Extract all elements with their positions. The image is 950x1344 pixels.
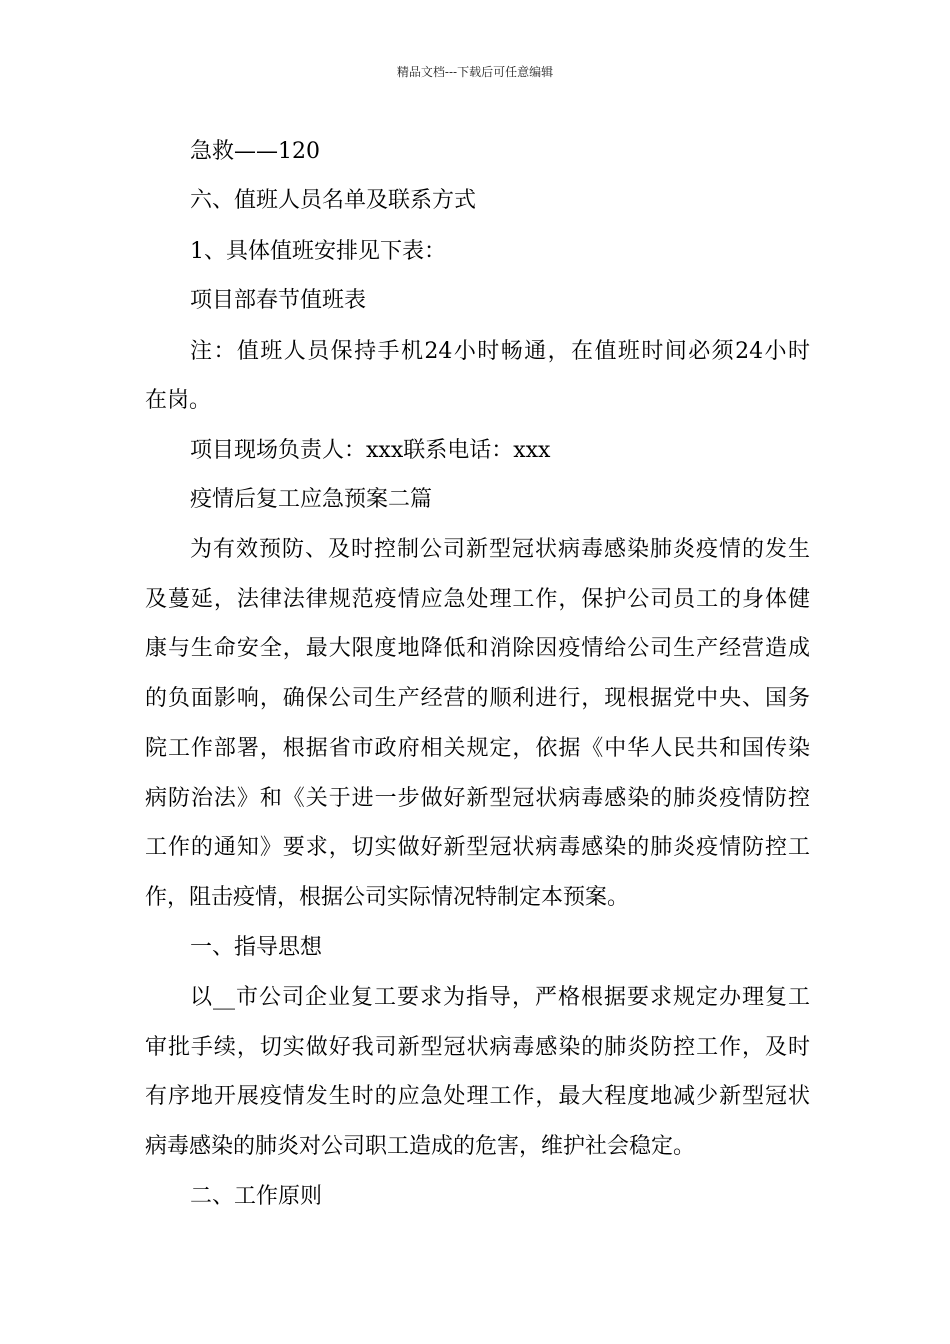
paragraph-line: 的负面影响，确保公司生产经营的顺利进行，现根据党中央、国务 — [145, 686, 810, 711]
text-line: 项目现场负责人：xxx联系电话：xxx — [190, 438, 551, 463]
paragraph-line: 工作的通知》要求，切实做好新型冠状病毒感染的肺炎疫情防控工 — [145, 835, 810, 860]
table-caption: 项目部春节值班表 — [190, 288, 367, 313]
paragraph-line: 以__市公司企业复工要求为指导，严格根据要求规定办理复工 — [190, 985, 810, 1010]
section-heading: 一、指导思想 — [190, 935, 323, 960]
paragraph-line: 为有效预防、及时控制公司新型冠状病毒感染肺炎疫情的发生 — [190, 537, 810, 562]
section-heading: 二、工作原则 — [190, 1184, 323, 1209]
paragraph-line: 病毒感染的肺炎对公司职工造成的危害，维护社会稳定。 — [145, 1134, 696, 1159]
paragraph-line: 审批手续，切实做好我司新型冠状病毒感染的肺炎防控工作，及时 — [145, 1035, 810, 1060]
text-line: 注：值班人员保持手机24小时畅通，在值班时间必须24小时 — [190, 339, 810, 364]
paragraph-line: 及蔓延，法律法律规范疫情应急处理工作，保护公司员工的身体健 — [145, 587, 810, 612]
paragraph-line: 康与生命安全，最大限度地降低和消除因疫情给公司生产经营造成 — [145, 636, 810, 661]
text-line: 急救——120 — [190, 139, 320, 164]
page-header: 精品文档---下载后可任意编辑 — [396, 65, 554, 79]
text-line: 1、具体值班安排见下表： — [190, 239, 446, 264]
document-title: 疫情后复工应急预案二篇 — [190, 487, 433, 512]
paragraph-line: 有序地开展疫情发生时的应急处理工作，最大程度地减少新型冠状 — [145, 1084, 810, 1109]
paragraph-line: 院工作部署，根据省市政府相关规定，依据《中华人民共和国传染 — [145, 736, 810, 761]
section-heading: 六、值班人员名单及联系方式 — [190, 188, 477, 213]
text-line: 在岗。 — [145, 388, 212, 413]
paragraph-line: 病防治法》和《关于进一步做好新型冠状病毒感染的肺炎疫情防控 — [145, 786, 810, 811]
paragraph-line: 作，阻击疫情，根据公司实际情况特制定本预案。 — [145, 885, 630, 910]
